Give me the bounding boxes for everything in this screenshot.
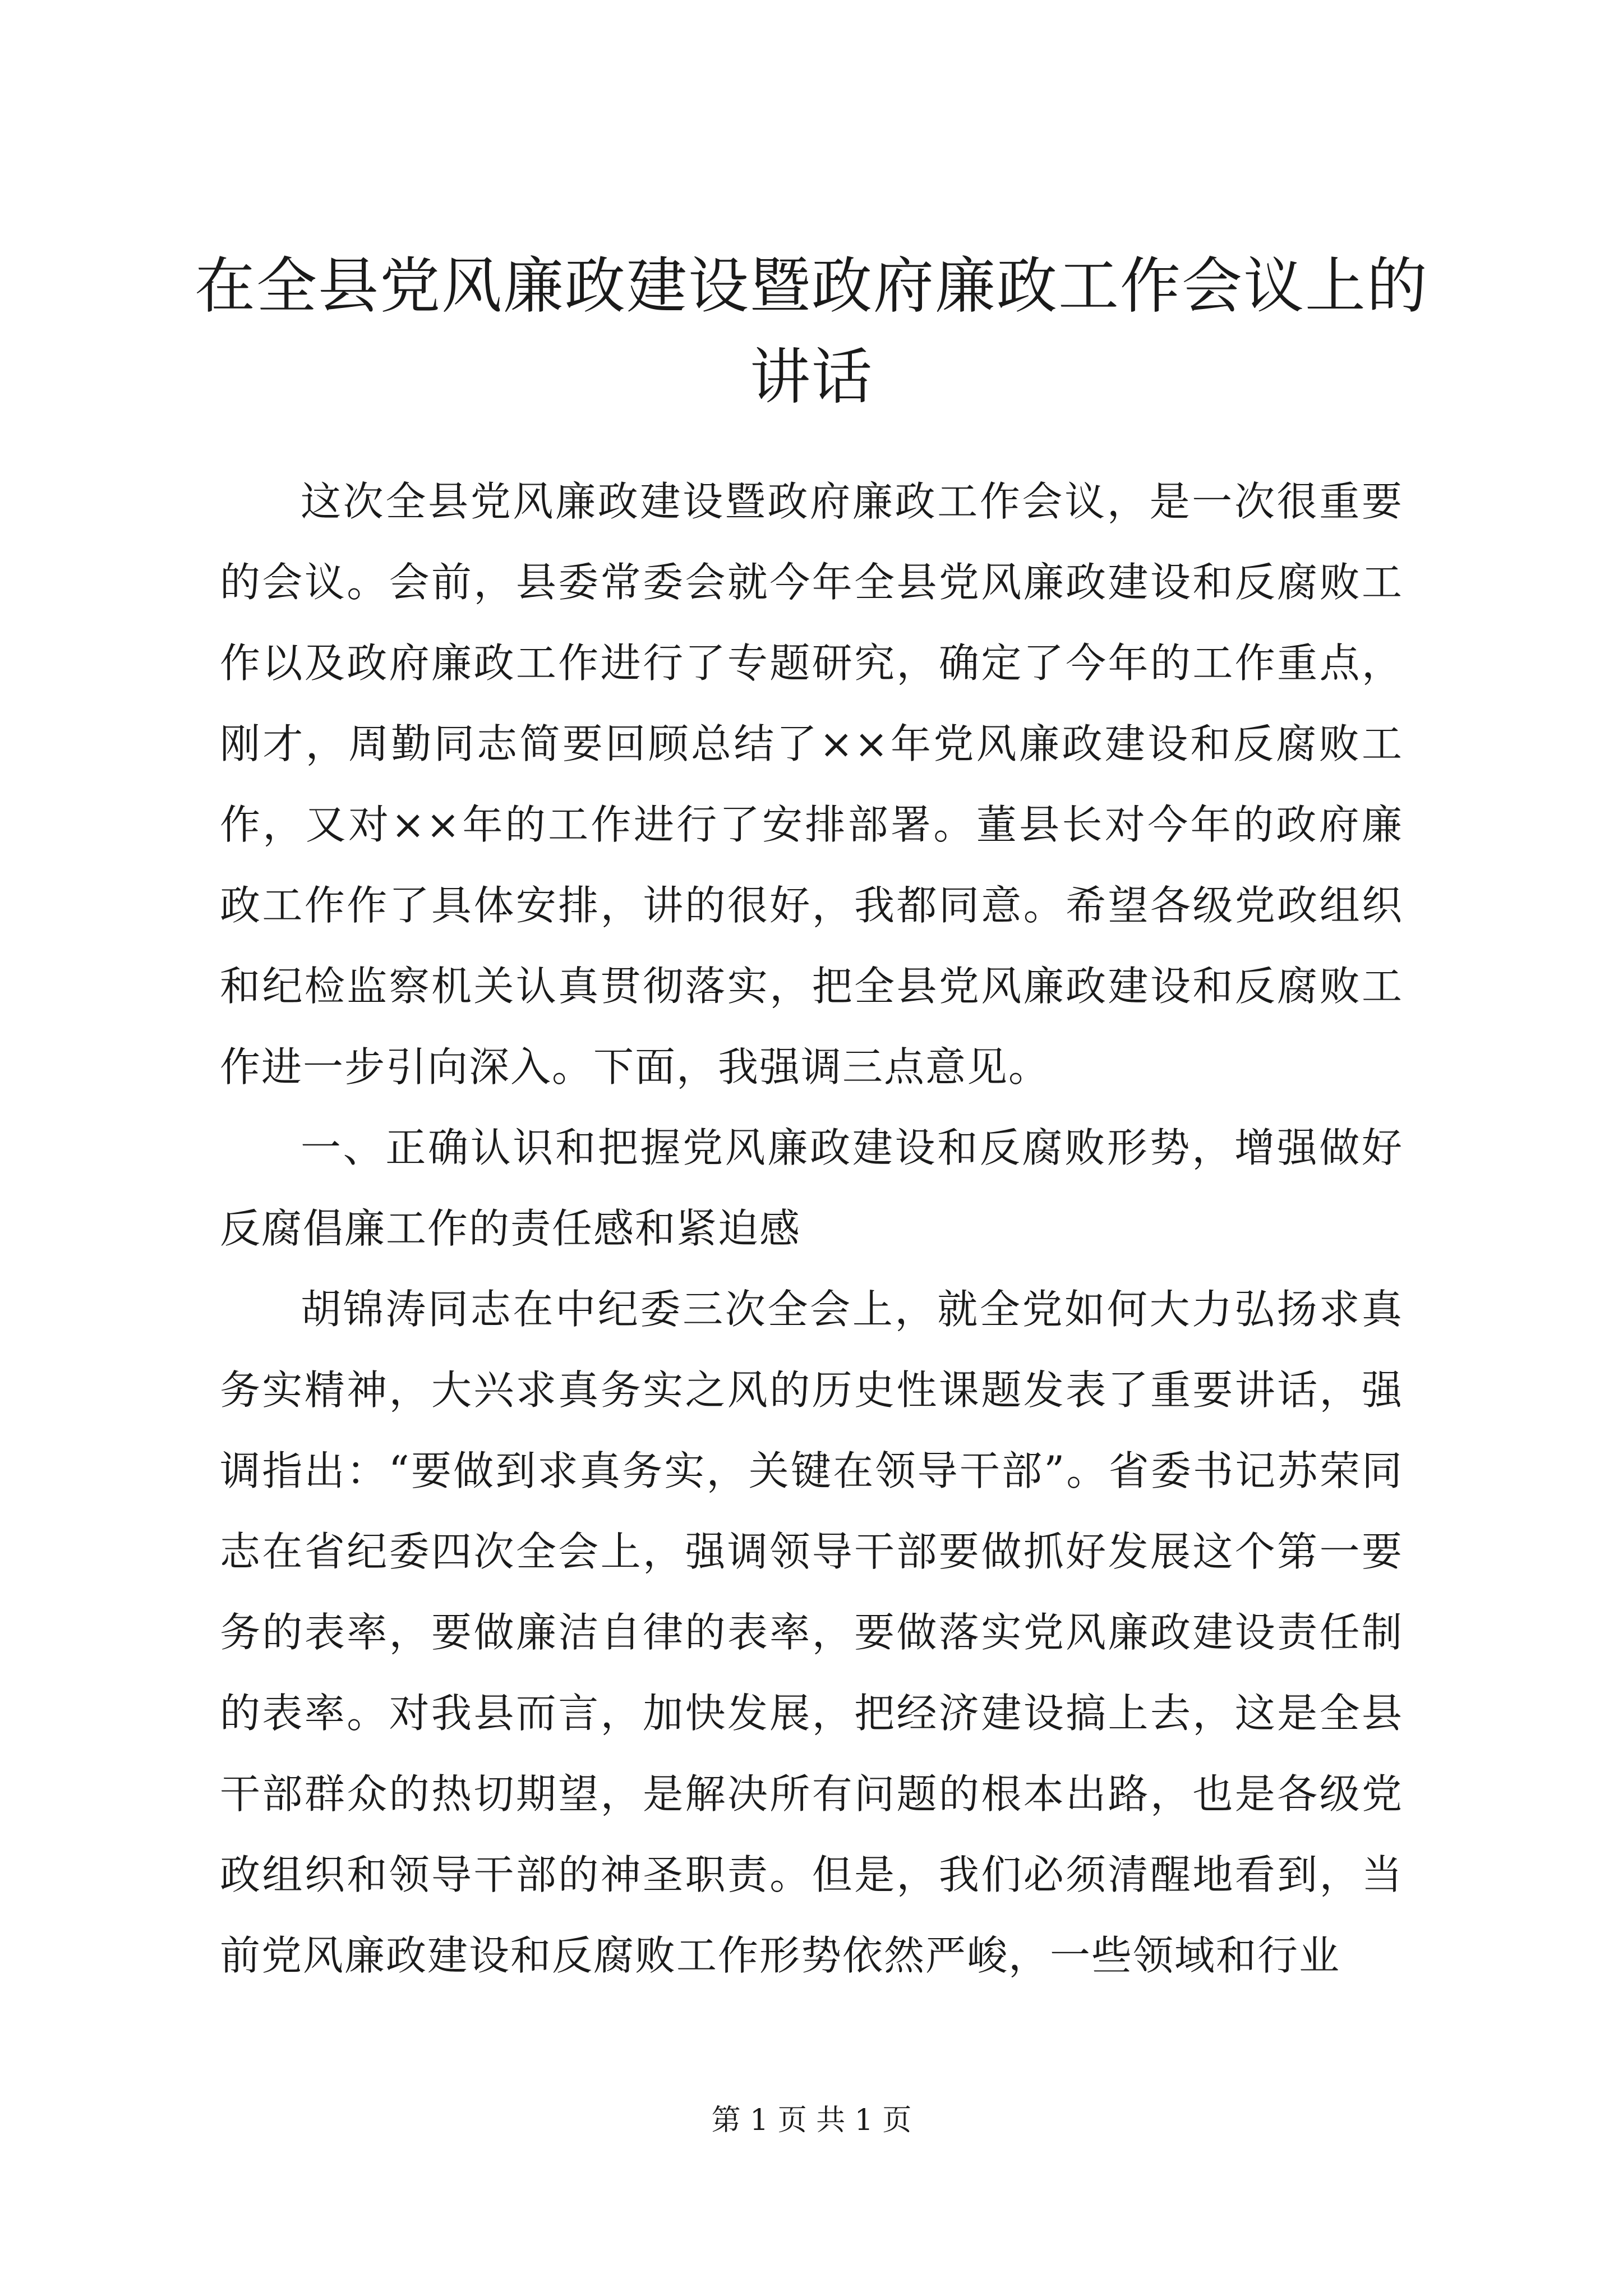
intro-paragraph: 这次全县党风廉政建设暨政府廉政工作会议，是一次很重要的会议。会前，县委常委会就今年全县党风廉政建设和反腐败工作以及政府廉政工作进行了专题研究，确定了今年的工作重点，刚才，周勤同志简要回顾总结了××年党风廉政建设和反腐败工作，又对××年的工作进行了安排部署。董县长对今年的政府廉政工作作了具体安排，讲的很好，我都同意。希望各级党政组织和纪检监察机关认真贯彻落实，把全县党风廉政建设和反腐败工作进一步引向深入。下面，我强调三点意见。 <box>220 478 1403 1091</box>
body-paragraph: 胡锦涛同志在中纪委三次全会上，就全党如何大力弘扬求真务实精神，大兴求真务实之风的历史性课题发表了重要讲话，强调指出：“要做到求真务实，关键在领导干部”。省委书记苏荣同志在省纪委四次全会上，强调领导干部要做抓好发展这个第一要务的表率，要做廉洁自律的表率，要做落实党风廉政建设责任制的表率。对我县而言，加快发展，把经济建设搞上去，这是全县干部群众的热切期望，是解决所有问题的根本出路，也是各级党政组织和领导干部的神圣职责。但是，我们必须清醒地看到，当前党风廉政建设和反腐败工作形势依然严峻，一些领域和行业 <box>220 1286 1403 1979</box>
document-body <box>220 461 1403 1996</box>
page-number-footer: 第 1 页 共 1 页 <box>711 2104 912 2137</box>
section-heading-1: 一、正确认识和把握党风廉政建设和反腐败形势，增强做好反腐倡廉工作的责任感和紧迫感 <box>220 1124 1403 1252</box>
document-title: 在全县党风廉政建设暨政府廉政工作会议上的讲话 <box>194 251 1428 412</box>
